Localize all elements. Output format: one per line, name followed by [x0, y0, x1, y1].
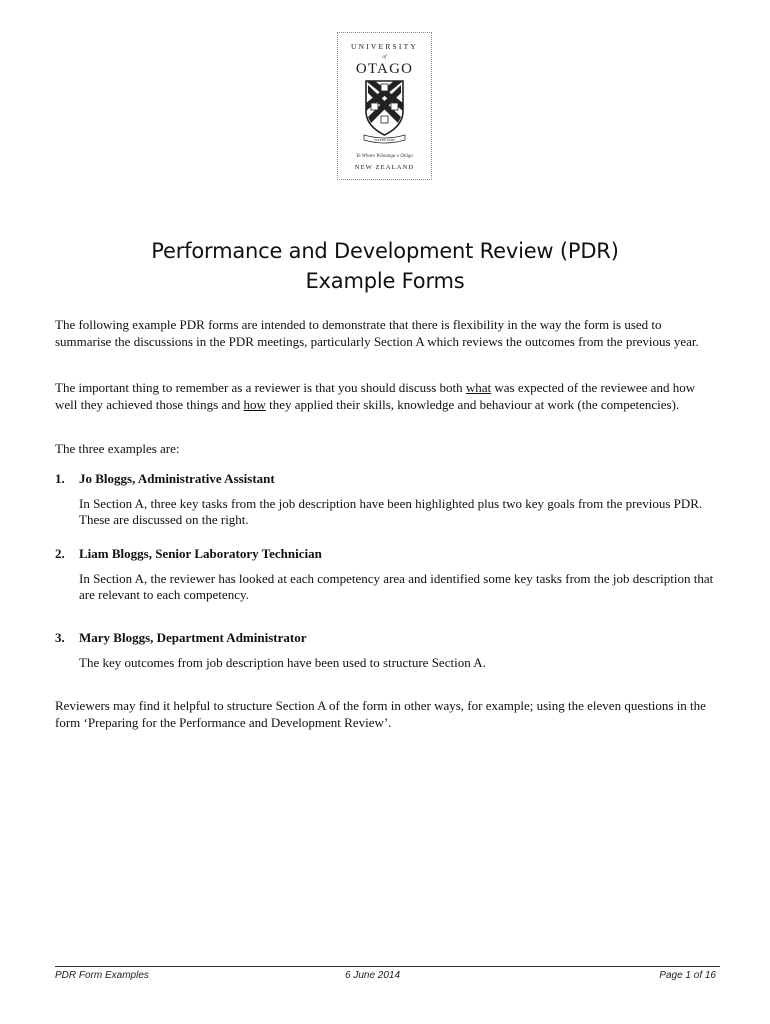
list-heading-text: Mary Bloggs, Department Administrator	[79, 630, 307, 645]
paragraph-text: The three examples are:	[55, 441, 180, 456]
list-number: 2.	[55, 546, 65, 561]
otago-crest-icon	[338, 33, 431, 179]
university-logo	[337, 32, 432, 180]
list-item-heading	[55, 546, 720, 563]
svg-text:UNIVERSITY: UNIVERSITY	[351, 42, 418, 51]
svg-text:SAPERE AUDE: SAPERE AUDE	[373, 138, 396, 142]
footer-page-number: Page 1 of 16	[659, 970, 716, 981]
title-line-2: Example Forms	[305, 269, 465, 293]
examples-intro	[55, 441, 720, 458]
list-item-description: The key outcomes from job description have been used to structure Section A.	[79, 654, 486, 670]
list-number: 3.	[55, 630, 65, 645]
list-number: 1.	[55, 471, 65, 486]
paragraph-text: The following example PDR forms are intended to demonstrate that there is flexibility in the way the form is used to summarise the discussions in the PDR meetings, particularly Section A which reviews the outcomes from the previous year.	[55, 317, 699, 349]
svg-text:of: of	[382, 55, 387, 60]
underlined-what: what	[465, 380, 492, 395]
paragraph-text: Reviewers may find it helpful to structure Section A of the form in other ways, for example; using the eleven questions in the form ‘Preparing for the Performance and Development Review’.	[55, 698, 706, 730]
list-item	[55, 630, 720, 671]
closing-paragraph	[55, 698, 720, 731]
document-title	[0, 236, 770, 296]
list-heading-text: Liam Bloggs, Senior Laboratory Technician	[79, 546, 322, 561]
page-footer	[55, 970, 720, 984]
paragraph-text: was expected of the reviewee and how well they achieved those things and	[55, 380, 696, 412]
list-item-description: In Section A, the reviewer has looked at each competency area and identified some key tasks from the job description that are relevant to each competency.	[79, 570, 714, 602]
list-item-description: In Section A, three key tasks from the job description have been highlighted plus two key goals from the previous PDR. These are discussed on the right.	[79, 495, 703, 527]
reviewer-paragraph	[55, 380, 720, 413]
paragraph-text: they applied their skills, knowledge and behaviour at work (the competencies).	[265, 396, 680, 412]
list-heading-text: Jo Bloggs, Administrative Assistant	[79, 471, 275, 486]
footer-document-name: PDR Form Examples	[55, 970, 149, 981]
list-item	[55, 546, 720, 604]
list-item-heading	[55, 630, 720, 647]
intro-paragraph	[55, 317, 720, 350]
svg-text:NEW ZEALAND: NEW ZEALAND	[354, 164, 415, 171]
list-item-heading	[55, 471, 720, 488]
underlined-how: how	[243, 396, 266, 412]
title-line-1: Performance and Development Review (PDR)	[151, 239, 619, 263]
list-item	[55, 471, 720, 529]
svg-text:OTAGO: OTAGO	[355, 61, 414, 77]
paragraph-text: The important thing to remember as a reviewer is that you should discuss both	[55, 380, 466, 395]
footer-divider	[55, 966, 720, 967]
svg-text:Te Whare Wānanga o Otāgo: Te Whare Wānanga o Otāgo	[356, 154, 413, 159]
footer-date: 6 June 2014	[345, 970, 401, 981]
